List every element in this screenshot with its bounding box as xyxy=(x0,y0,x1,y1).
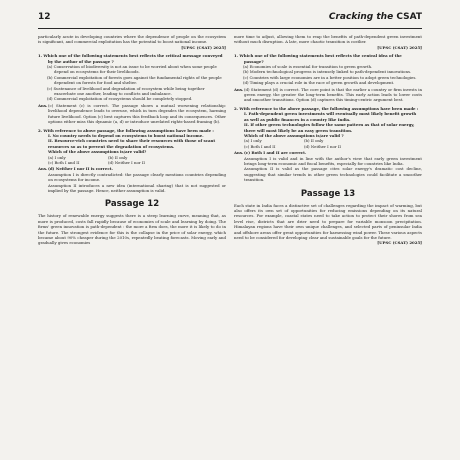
answer-label: Ans. xyxy=(234,150,244,156)
source-tag: [UPSC (CSAT) 2025] xyxy=(377,44,422,50)
page-header xyxy=(38,10,422,29)
option-d: (d) Neither I nor II xyxy=(304,143,341,149)
source-tag: [UPSC (CSAT) 2025] xyxy=(181,44,226,50)
question-2-stem: 2. With reference to above passage, the following assumptions have been made : xyxy=(38,127,214,133)
assumption-2: II. Resource-rich countries need to share their resources with those of scant resources so as to prevent the degradation of ecosystems. xyxy=(48,138,216,149)
page-number: 12 xyxy=(38,12,51,22)
option-b: (b) Modern technological progress is intensely linked to path-dependent innovations. xyxy=(243,69,412,75)
question-1-stem: 1. Which one of the following statements best reflects the central idea of the passage? xyxy=(234,53,402,64)
option-c: (c) Countries with large economies are in a better position to adopt green technologies. xyxy=(243,74,417,80)
option-d: (d) Commercial exploitation of ecosystems should be completely stopped. xyxy=(47,96,193,102)
passage-13-text: Each state in India faces a distinctive set of challenges regarding the impact of warming, but also offers its own set of opportunities for reducing emissions depending on its natural resources. For example, coastal states need to take action to protect their shores from sea level rise, districts that are drier need to prepare for variable monsoon precipitation. Himalayan regions have their own unique challenges, and selected parts of peninsular India and offshore areas offer great opportunities for harnessing wind power. These various aspects need to be considered for developing clear and sustainable goals for the future. xyxy=(234,202,422,240)
option-a: (a) Conservation of biodiversity is not an issue to be worried about when some people depend on ecosystems for their livelihoods. xyxy=(47,64,217,75)
answer-code: (d) Neither I nor II is correct. xyxy=(48,166,113,172)
question-ask: Which of the above assumptions is/are valid ? xyxy=(244,132,344,138)
assumption-2: II. If other green technologies follow the same pattern as that of solar energy, there will most likely be an easy green transition. xyxy=(244,122,415,133)
assumption-1: I. Path-dependent green investments will eventually most likely benefit growth as well as public finances in a country like India. xyxy=(244,111,417,122)
option-a: (a) I only xyxy=(48,154,66,160)
question-ask: Which of the above assumptions is/are valid? xyxy=(48,149,147,155)
answer-note: Assumption I is directly contradicted: the passage clearly mentions countries depending on ecosystems for income. xyxy=(48,171,226,183)
answer-label: Ans. xyxy=(38,166,48,172)
right-column xyxy=(234,34,422,246)
passage-12-text: The history of renewable energy suggests there is a steep learning curve, meaning that, as more is produced, costs fall rapidly because of economies of scale and learning by doing. The firms' green innovation is path-dependent : the more a firm does, the more it is likely to do in the future. The strongest evidence for this is the collapse in the price of solar energy, which became about 90% cheaper during the 2010s, repeatedly beating forecasts. Moving early and gradually gives economies xyxy=(38,213,226,246)
option-d: (d) Timing plays a crucial role in the race of green growth and development. xyxy=(243,80,395,86)
option-b: (b) II only xyxy=(108,154,128,160)
option-a: (a) Economies of scale is essential for transition to green growth. xyxy=(243,64,373,70)
left-column xyxy=(38,34,226,246)
answer-1 xyxy=(234,87,422,103)
options-row xyxy=(38,160,226,165)
option-d: (d) Neither I nor II xyxy=(108,159,145,165)
answer-note: Assumption II is valid as the passage cites solar energy's dramatic cost decline, suggesting that similar trends in other green technologies could facilitate a smoother transition. xyxy=(244,166,422,183)
answer-1 xyxy=(38,103,226,125)
question-2-stem: 2. With reference to the above passage, the following assumptions have been made : xyxy=(234,105,419,111)
answer-text: (d) Statement (d) is correct. The core point is that the earlier a country or firm invests in green energy, the greater the long-term benefits. This early action leads to lower costs and smoother transitions. Option (d) captures this timing-centric argument best. xyxy=(244,86,422,103)
answer-note: Assumption I is valid and in line with the author's view that early green investment brings long-term economic and fiscal benefits, especially for countries like India. xyxy=(244,155,422,166)
option-c: (c) Both I and II xyxy=(48,159,80,165)
passage-13-title: Passage 13 xyxy=(300,188,356,199)
answer-note: Assumption II introduces a new idea (international sharing) that is not suggested or implied by the passage. Hence, neither assumption is valid. xyxy=(48,182,226,193)
running-title: Cracking the CSAT xyxy=(328,12,422,22)
assumption-1: I. No country needs to depend on ecosystems to boost national income. xyxy=(48,132,204,138)
passage-continuation: more time to adjust, allowing them to reap the benefits of path-dependent green investment without much disruption. A late, more chaotic transition is costlier. xyxy=(234,34,422,45)
option-b: (b) Commercial exploitation of forests goes against the fundamental rights of the people dependent on forests for food and shelter. xyxy=(47,74,222,86)
option-c: (c) Sustenance of livelihood and degradation of ecosystem while being together exacerbate one another, leading to conflicts and imbalance. xyxy=(47,85,205,97)
running-title-bold: CSAT xyxy=(396,12,422,22)
option-b: (b) II only xyxy=(304,138,324,144)
answer-code: (c) Both I and II are correct. xyxy=(244,150,307,156)
source-tag: [UPSC (CSAT) 2025] xyxy=(377,240,422,246)
answer-label: Ans. xyxy=(38,102,48,108)
passage-continuation: particularly acute in developing countries where the dependence of people on the ecosystem is significant, and commercial exploitation has the potential to boost national income. xyxy=(38,34,226,45)
answer-label: Ans. xyxy=(234,86,244,92)
option-a: (a) I only xyxy=(244,138,262,144)
option-c: (c) Both I and II xyxy=(244,143,276,149)
options-row xyxy=(234,144,422,149)
passage-12-title: Passage 12 xyxy=(104,199,160,210)
question-1-stem: 1. Which one of the following statements best reflects the critical message conveyed by the author of the passage ? xyxy=(38,53,223,64)
answer-text: (c) Statement (c) is correct. The passage shows a mutual worsening relationship: livelihood dependence leads to overuse, which in turn degrades the ecosystem, harming future livelihood. Option (c) best captures this feedback loop and its consequences. Other options either miss this dynamic (a, d) or introduce unrelated rights-based framing (b). xyxy=(48,102,226,125)
